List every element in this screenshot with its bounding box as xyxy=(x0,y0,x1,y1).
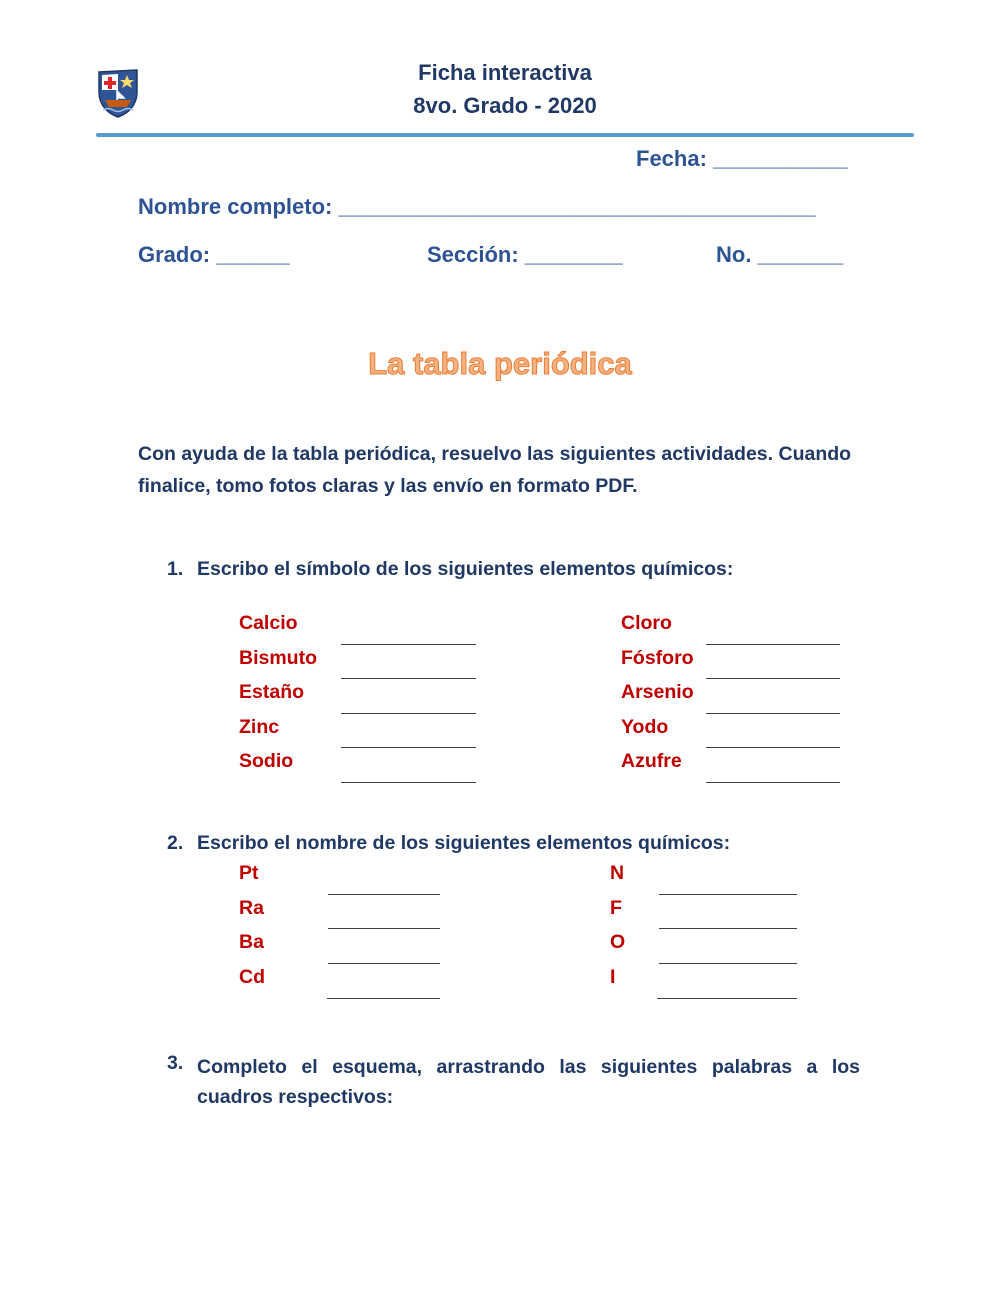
q1-answer-input[interactable] xyxy=(706,764,840,783)
q2-symbol-label: Cd xyxy=(239,966,265,988)
grade-field[interactable]: Grado: ______ xyxy=(138,242,290,267)
q1-answer-input[interactable] xyxy=(706,660,840,679)
question-3-number: 3. xyxy=(167,1052,184,1074)
q2-symbol-label: I xyxy=(610,966,616,988)
q2-answer-input[interactable] xyxy=(659,910,797,929)
section-field[interactable]: Sección: ________ xyxy=(427,242,623,267)
number-field[interactable]: No. _______ xyxy=(716,242,844,267)
q1-element-label: Yodo xyxy=(621,716,669,738)
question-2-number: 2. xyxy=(167,832,184,854)
q2-symbol-label: Ba xyxy=(239,931,264,953)
q1-element-label: Calcio xyxy=(239,612,298,634)
question-1-text: Escribo el símbolo de los siguientes elementos químicos: xyxy=(197,558,734,580)
q1-element-label: Cloro xyxy=(621,612,672,634)
q1-element-label: Sodio xyxy=(239,750,294,772)
school-shield-icon xyxy=(93,66,143,118)
q2-symbol-label: O xyxy=(610,931,626,953)
q2-answer-input[interactable] xyxy=(657,980,797,999)
q1-answer-input[interactable] xyxy=(341,626,476,645)
q1-element-label: Bismuto xyxy=(239,647,317,669)
question-1-number: 1. xyxy=(167,558,184,580)
q1-answer-input[interactable] xyxy=(341,764,476,783)
q2-symbol-label: F xyxy=(610,897,622,919)
full-name-field[interactable]: Nombre completo: _______________________________________ xyxy=(138,194,816,219)
question-3-text: Completo el esquema, arrastrando las siguientes palabras a los cuadros respectivos: xyxy=(197,1056,860,1108)
header-title-line1: Ficha interactiva xyxy=(418,60,592,85)
q1-element-label: Arsenio xyxy=(621,681,694,703)
instructions-text: Con ayuda de la tabla periódica, resuelvo las siguientes actividades. Cuando finalice, tomo fotos claras y las envío en formato PDF. xyxy=(138,443,852,497)
q2-symbol-label: Pt xyxy=(239,862,259,884)
q1-answer-input[interactable] xyxy=(706,626,840,645)
q1-element-label: Fósforo xyxy=(621,647,694,669)
q2-answer-input[interactable] xyxy=(659,945,797,964)
q1-element-label: Zinc xyxy=(239,716,280,738)
q2-answer-input[interactable] xyxy=(328,910,440,929)
header-divider xyxy=(96,133,914,137)
header-title-line2: 8vo. Grado - 2020 xyxy=(413,93,597,118)
q2-answer-input[interactable] xyxy=(659,876,797,895)
q1-answer-input[interactable] xyxy=(341,695,476,714)
date-field[interactable]: Fecha: ___________ xyxy=(636,146,848,171)
question-2-text: Escribo el nombre de los siguientes elementos químicos: xyxy=(197,832,731,854)
q1-answer-input[interactable] xyxy=(341,660,476,679)
q2-answer-input[interactable] xyxy=(328,945,440,964)
q2-answer-input[interactable] xyxy=(328,876,440,895)
q1-answer-input[interactable] xyxy=(706,695,840,714)
q1-answer-input[interactable] xyxy=(706,729,840,748)
page-title: La tabla periódica xyxy=(368,346,632,381)
q1-element-label: Azufre xyxy=(621,750,682,772)
q2-symbol-label: N xyxy=(610,862,625,884)
q1-answer-input[interactable] xyxy=(341,729,476,748)
q2-answer-input[interactable] xyxy=(327,980,440,999)
q1-element-label: Estaño xyxy=(239,681,305,703)
q2-symbol-label: Ra xyxy=(239,897,264,919)
